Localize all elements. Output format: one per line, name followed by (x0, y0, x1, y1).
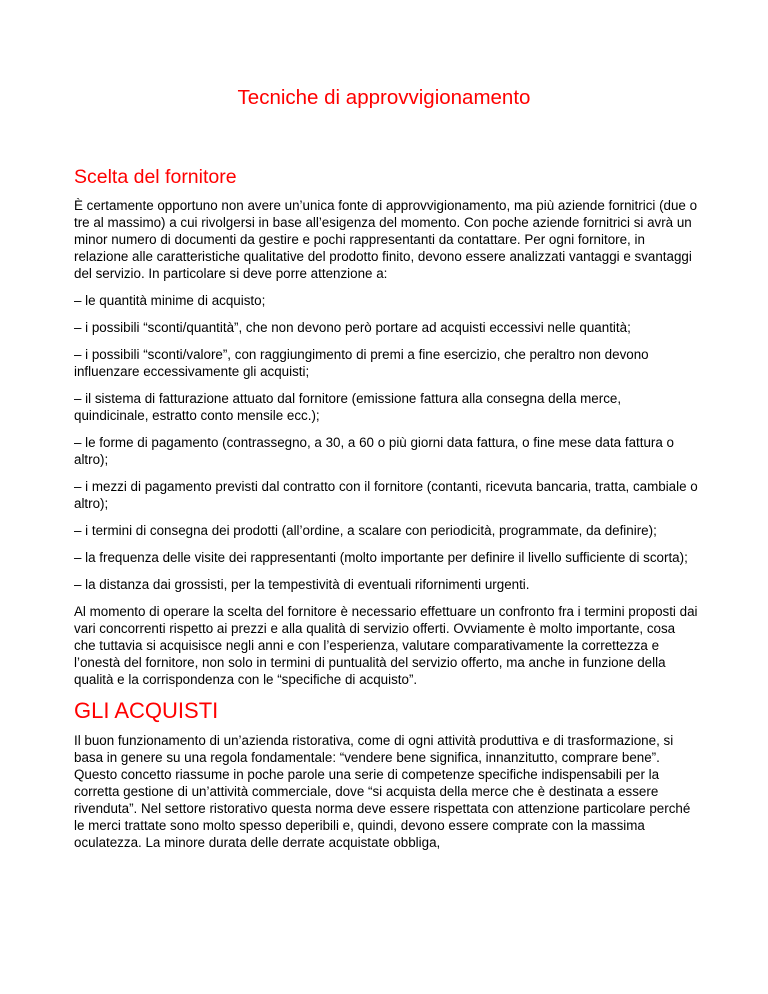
list-item: – la frequenza delle visite dei rappresentanti (molto importante per definire il livello sufficiente di scorta); (74, 550, 688, 565)
section-gli-acquisti (74, 698, 699, 851)
list-item: – i possibili “sconti/quantità”, che non devono però portare ad acquisti eccessivi nelle quantità; (74, 320, 631, 335)
list-item: – i possibili “sconti/valore”, con raggiungimento di premi a fine esercizio, che peraltro non devono influenzare eccessivamente gli acquisti; (74, 347, 649, 379)
section-heading: Scelta del fornitore (74, 166, 237, 188)
list-item: – le quantità minime di acquisto; (74, 293, 266, 308)
paragraph: Il buon funzionamento di un’azienda ristorativa, come di ogni attività produttiva e di trasformazione, si basa in genere su una regola fondamentale: “vendere bene significa, innanzitutto, comprare bene”. Questo concetto riassume in poche parole una serie di competenze specifiche indispensabili per la corretta gestione di un’attività commerciale, dove “si acquista della merce che è destinata a essere rivenduta”. Nel settore ristorativo questa norma deve essere rispettata con attenzione particolare perché le merci trattate sono molto spesso deperibili e, quindi, devono essere comprate con la massima oculatezza. La minore durata delle derrate acquistate obbliga, (74, 733, 691, 850)
paragraph-conclusion: Al momento di operare la scelta del fornitore è necessario effettuare un confronto fra i termini proposti dai vari concorrenti rispetto ai prezzi e alla qualità di servizio offerti. Ovviamente è molto importante, cosa che tuttavia si acquisisce negli anni e con l’esperienza, valutare comparativamente la correttezza e l’onestà del fornitore, non solo in termini di puntualità del servizio offerto, ma anche in funzione della qualità e la corrispondenza con le “specifiche di acquisto”. (74, 604, 698, 687)
list-item: – il sistema di fatturazione attuato dal fornitore (emissione fattura alla consegna della merce, quindicinale, estratto conto mensile ecc.); (74, 391, 622, 423)
list-item: – i termini di consegna dei prodotti (all’ordine, a scalare con periodicità, programmate, da definire); (74, 523, 657, 538)
document-body (74, 166, 699, 861)
section-heading: GLI ACQUISTI (74, 698, 219, 723)
paragraph-intro: È certamente opportuno non avere un’unica fonte di approvvigionamento, ma più aziende fornitrici (due o tre al massimo) a cui rivolgersi in base all’esigenza del momento. Con poche aziende fornitrici si avrà un minor numero di documenti da gestire e pochi rappresentanti da contattare. Per ogni fornitore, in relazione alle caratteristiche qualitative del prodotto finito, devono essere analizzati vantaggi e svantaggi del servizio. In particolare si deve porre attenzione a: (74, 198, 698, 281)
list-item: – i mezzi di pagamento previsti dal contratto con il fornitore (contanti, ricevuta bancaria, tratta, cambiale o altro); (74, 479, 698, 511)
document-title: Tecniche di approvvigionamento (237, 86, 531, 109)
list-item: – la distanza dai grossisti, per la tempestività di eventuali rifornimenti urgenti. (74, 577, 530, 592)
section-scelta-del-fornitore (74, 166, 699, 688)
list-item: – le forme di pagamento (contrassegno, a 30, a 60 o più giorni data fattura, o fine mese data fattura o altro); (74, 435, 674, 467)
